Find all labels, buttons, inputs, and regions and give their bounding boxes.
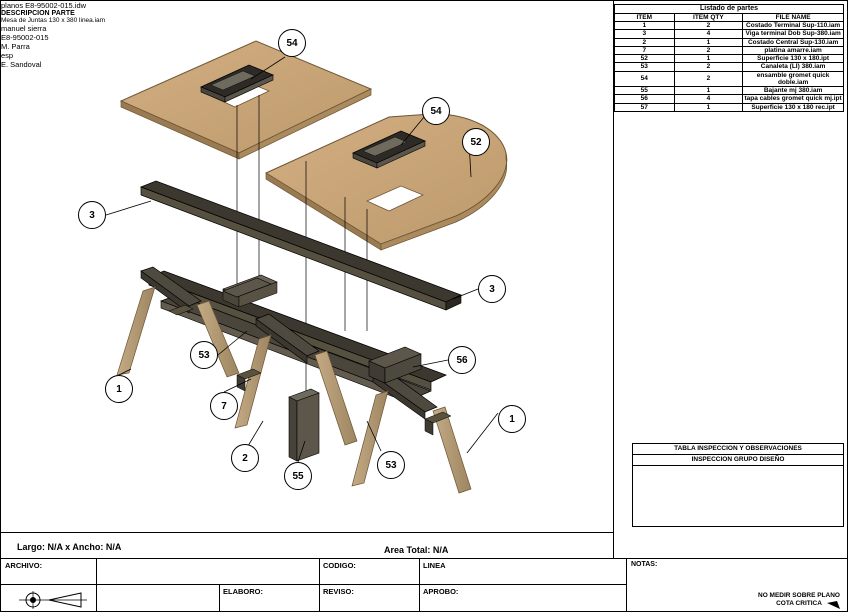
table-row bbox=[615, 22, 844, 30]
divider-notas-left bbox=[626, 558, 627, 612]
parts-list-header-row bbox=[615, 13, 844, 21]
projection-symbol-icon bbox=[19, 589, 89, 611]
cell-item: 1 bbox=[615, 22, 675, 30]
balloon-53-a[interactable]: 53 bbox=[190, 341, 218, 369]
divider-col3 bbox=[319, 558, 320, 612]
header-item-qty: ITEM QTY bbox=[674, 13, 743, 21]
divider-col4 bbox=[419, 558, 420, 612]
codigo-value: E8-95002-015 bbox=[1, 33, 49, 42]
reviso-value: M. Parra bbox=[1, 42, 30, 51]
cell-file: Canaleta (LI) 380.iam bbox=[743, 63, 844, 71]
divider-titleblock-top bbox=[1, 558, 848, 559]
archivo-label: ARCHIVO: bbox=[5, 561, 43, 570]
cell-qty: 1 bbox=[674, 87, 743, 95]
table-row bbox=[615, 30, 844, 38]
cell-qty: 2 bbox=[674, 22, 743, 30]
notas-label: NOTAS: bbox=[631, 561, 658, 568]
table-row bbox=[615, 103, 844, 111]
table-row bbox=[615, 46, 844, 54]
warning-line2: COTA CRITICA bbox=[776, 600, 822, 608]
linea-value: esp bbox=[1, 51, 14, 60]
cell-file: Costado Terminal Sup-110.iam bbox=[743, 22, 844, 30]
balloon-2[interactable]: 2 bbox=[231, 444, 259, 472]
cell-file: Superficie 130 x 180 rec.ipt bbox=[743, 103, 844, 111]
archivo-value: planos E8-95002-015.idw bbox=[1, 1, 87, 10]
cell-qty: 1 bbox=[674, 55, 743, 63]
exploded-assembly-drawing bbox=[1, 1, 614, 541]
cell-item: 2 bbox=[615, 38, 675, 46]
reviso-label: REVISO: bbox=[323, 587, 354, 596]
divider-vertical-right bbox=[613, 1, 614, 559]
dimension-largo-ancho: Largo: N/A x Ancho: N/A bbox=[17, 542, 122, 552]
balloon-54-b[interactable]: 54 bbox=[422, 97, 450, 125]
header-item: ITEM bbox=[615, 13, 675, 21]
cell-qty: 1 bbox=[674, 103, 743, 111]
descripcion-value: Mesa de Juntas 130 x 380 linea.iam bbox=[1, 17, 106, 24]
surface-panel-left bbox=[121, 41, 371, 159]
cell-file: tapa cables gromet quick mj.ipt bbox=[744, 95, 842, 103]
aprobo-label: APROBO: bbox=[423, 587, 459, 596]
cell-qty: 4 bbox=[674, 30, 743, 38]
parts-list-title: Listado de partes bbox=[615, 5, 844, 14]
cell-file: Bajante mj 380.iam bbox=[743, 87, 844, 95]
table-row bbox=[615, 87, 844, 95]
balloon-7[interactable]: 7 bbox=[210, 392, 238, 420]
cell-qty: 2 bbox=[674, 46, 743, 54]
cell-file: ensamble gromet quick doble.iam bbox=[743, 71, 844, 87]
dimension-area-total: Area Total: N/A bbox=[384, 545, 449, 555]
cell-item: 52 bbox=[615, 55, 675, 63]
elaboro-label: ELABORO: bbox=[223, 587, 263, 596]
balloon-3-b[interactable]: 3 bbox=[478, 275, 506, 303]
cota-critica-arrow-icon bbox=[827, 601, 843, 611]
inspection-body-row[interactable] bbox=[633, 465, 844, 526]
table-row bbox=[615, 63, 844, 71]
cell-qty: 1 bbox=[674, 38, 743, 46]
cell-item: 53 bbox=[615, 63, 675, 71]
balloon-1-a[interactable]: 1 bbox=[105, 375, 133, 403]
leg-right-assembly bbox=[352, 370, 471, 493]
balloon-56[interactable]: 56 bbox=[448, 346, 476, 374]
table-row bbox=[615, 95, 844, 103]
descripcion-label: DESCRIPCION PARTE bbox=[1, 10, 75, 17]
divider-row-lower-right bbox=[319, 584, 626, 585]
inspection-body[interactable] bbox=[633, 465, 844, 526]
cell-item: 55 bbox=[615, 87, 675, 95]
balloon-1-b[interactable]: 1 bbox=[498, 405, 526, 433]
cell-item: 56 bbox=[615, 95, 675, 103]
elaboro-value: manuel sierra bbox=[1, 24, 47, 33]
table-row bbox=[615, 55, 844, 63]
divider-col2 bbox=[219, 584, 220, 612]
header-file-name: FILE NAME bbox=[743, 13, 844, 21]
cell-qty: 2 bbox=[674, 71, 743, 87]
inspection-subtitle: INSPECCION GRUPO DISEÑO bbox=[633, 454, 844, 465]
aprobo-value: E. Sandoval bbox=[1, 60, 42, 69]
balloon-54-a[interactable]: 54 bbox=[278, 29, 306, 57]
cell-item: 3 bbox=[615, 30, 675, 38]
divider-col1 bbox=[96, 558, 97, 612]
balloon-55[interactable]: 55 bbox=[284, 462, 312, 490]
warning-line1: NO MEDIR SOBRE PLANO bbox=[758, 592, 840, 599]
inspection-title-row bbox=[633, 444, 844, 455]
inspection-subtitle-row bbox=[633, 454, 844, 465]
linea-label: LINEA bbox=[423, 561, 446, 570]
cell-item: 57 bbox=[615, 103, 675, 111]
cell-item: 54 bbox=[615, 71, 675, 87]
table-row bbox=[615, 71, 844, 87]
inspection-table bbox=[632, 443, 844, 527]
divider-dimension-top bbox=[1, 532, 614, 533]
cell-file: platina amarre.iam bbox=[743, 46, 844, 54]
cable-riser bbox=[289, 389, 319, 461]
assembly-svg bbox=[1, 1, 614, 541]
cell-item: 7 bbox=[615, 46, 675, 54]
balloon-3-a[interactable]: 3 bbox=[78, 201, 106, 229]
cell-file: Viga terminal Dob Sup-380.iam bbox=[743, 30, 844, 38]
inspection-title: TABLA INSPECCION Y OBSERVACIONES bbox=[633, 444, 844, 455]
codigo-label: CODIGO: bbox=[323, 561, 356, 570]
cell-qty: 2 bbox=[674, 63, 743, 71]
cell-file: Superficie 130 x 180.ipt bbox=[743, 55, 844, 63]
table-row bbox=[615, 38, 844, 46]
cell-file: Costado Central Sup-130.iam bbox=[743, 38, 844, 46]
balloon-53-b[interactable]: 53 bbox=[377, 451, 405, 479]
cell-qty: 4 bbox=[674, 95, 743, 103]
balloon-52[interactable]: 52 bbox=[462, 128, 490, 156]
parts-list-title-row bbox=[615, 5, 844, 14]
parts-list-table bbox=[614, 4, 844, 112]
